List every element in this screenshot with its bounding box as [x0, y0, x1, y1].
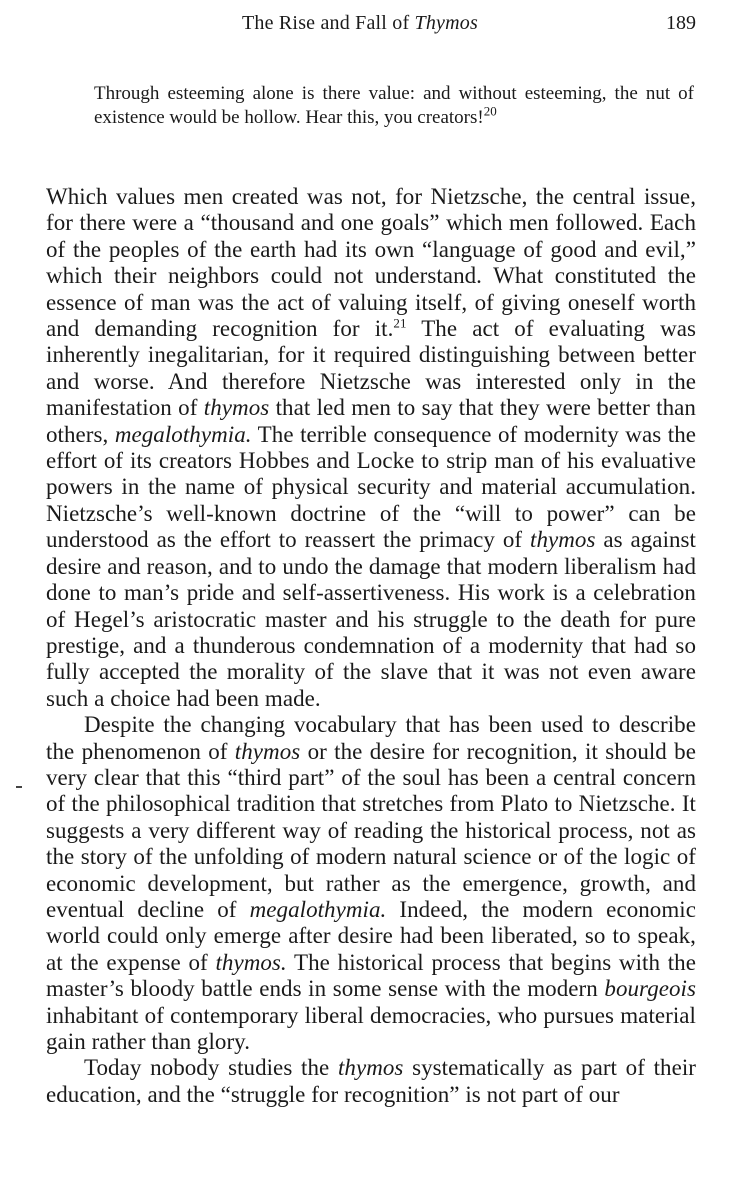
text-run: The terrible consequence of modernity was the effort of its creators Hobbes and Locke to strip man of his evaluative powers in the name of physical security and material accumulation. Nietzsche’s well-known doctrine of the “will to power” can be understood as the effort to reassert the primacy of [46, 421, 697, 553]
text-run: as against desire and reason, and to undo the damage that modern liberalism had done to man’s pride and self-assertiveness. His work is a celebration of Hegel’s aristocratic master and his struggle to the death for pure prestige, and a thunderous condemnation of a modernity that had so fully accepted the morality of the slave that it was not even aware such a choice had been made. [46, 527, 696, 711]
italic-term: megalothymia. [249, 896, 387, 922]
paragraph [46, 1055, 696, 1108]
text-run: The act of evaluating was inherently inegalitarian, for it required distinguishing between better and worse. And therefore Nietzsche was interested only in the manifestation of [46, 316, 696, 421]
body-text-block [46, 184, 696, 1108]
running-title-text: The Rise and Fall of [242, 12, 415, 34]
page-number: 189 [666, 12, 696, 34]
italic-term: thymos [337, 1055, 404, 1081]
text-run: Today nobody studies the [84, 1055, 338, 1081]
paragraph [46, 184, 696, 712]
text-run: or the desire for recognition, it should be very clear that this “third part” of the soul has been a central concern of the philosophical tradition that stretches from Plato to Nietzsche. It suggests a very different way of reading the historical process, not as the story of the unfolding of modern natural science or of the logic of economic development, but rather as the emergence, growth, and eventual decline of [46, 738, 696, 922]
italic-term: bourgeois [604, 976, 696, 1002]
epigraph-text: Through esteeming alone is there value: and without esteeming, the nut of existence would be hollow. Hear this, you creators! [94, 83, 694, 128]
text-run: Despite the changing vocabulary that has been used to describe the phenomenon of [46, 712, 696, 764]
text-run: The historical process that begins with the master’s bloody battle ends in some sense with the modern [46, 949, 696, 1002]
footnote-ref: 21 [393, 315, 407, 331]
running-title [242, 10, 478, 36]
text-run: Indeed, the modern economic world could only emerge after desire had been liberated, so to speak, at the expense of [46, 896, 696, 975]
italic-term: megalothymia. [114, 421, 252, 447]
running-title-italic: Thymos [414, 12, 478, 34]
footnote-ref: 20 [483, 103, 497, 119]
text-run: that led men to say that they were better than others, [46, 395, 696, 447]
running-head [46, 10, 696, 36]
text-run: Which values men created was not, for Nietzsche, the central issue, for there were a “thousand and one goals” which men followed. Each of the peoples of the earth had its own “language of good and evil,” which their neighbors could not understand. What constituted the essence of man was the act of valuing itself, of giving oneself worth and demanding recognition for it. [46, 184, 696, 342]
italic-term: thymos. [215, 949, 287, 975]
italic-term: thymos [203, 395, 270, 421]
text-run: inhabitant of contemporary liberal democracies, who pursues material gain rather than glory. [46, 1002, 696, 1054]
italic-term: thymos [234, 738, 301, 764]
epigraph-quote [94, 82, 694, 130]
text-run: systematically as part of their education, and the “struggle for recognition” is not part of our [46, 1055, 697, 1107]
italic-term: thymos [530, 527, 596, 553]
paragraph [46, 712, 696, 1055]
margin-mark [16, 786, 22, 788]
